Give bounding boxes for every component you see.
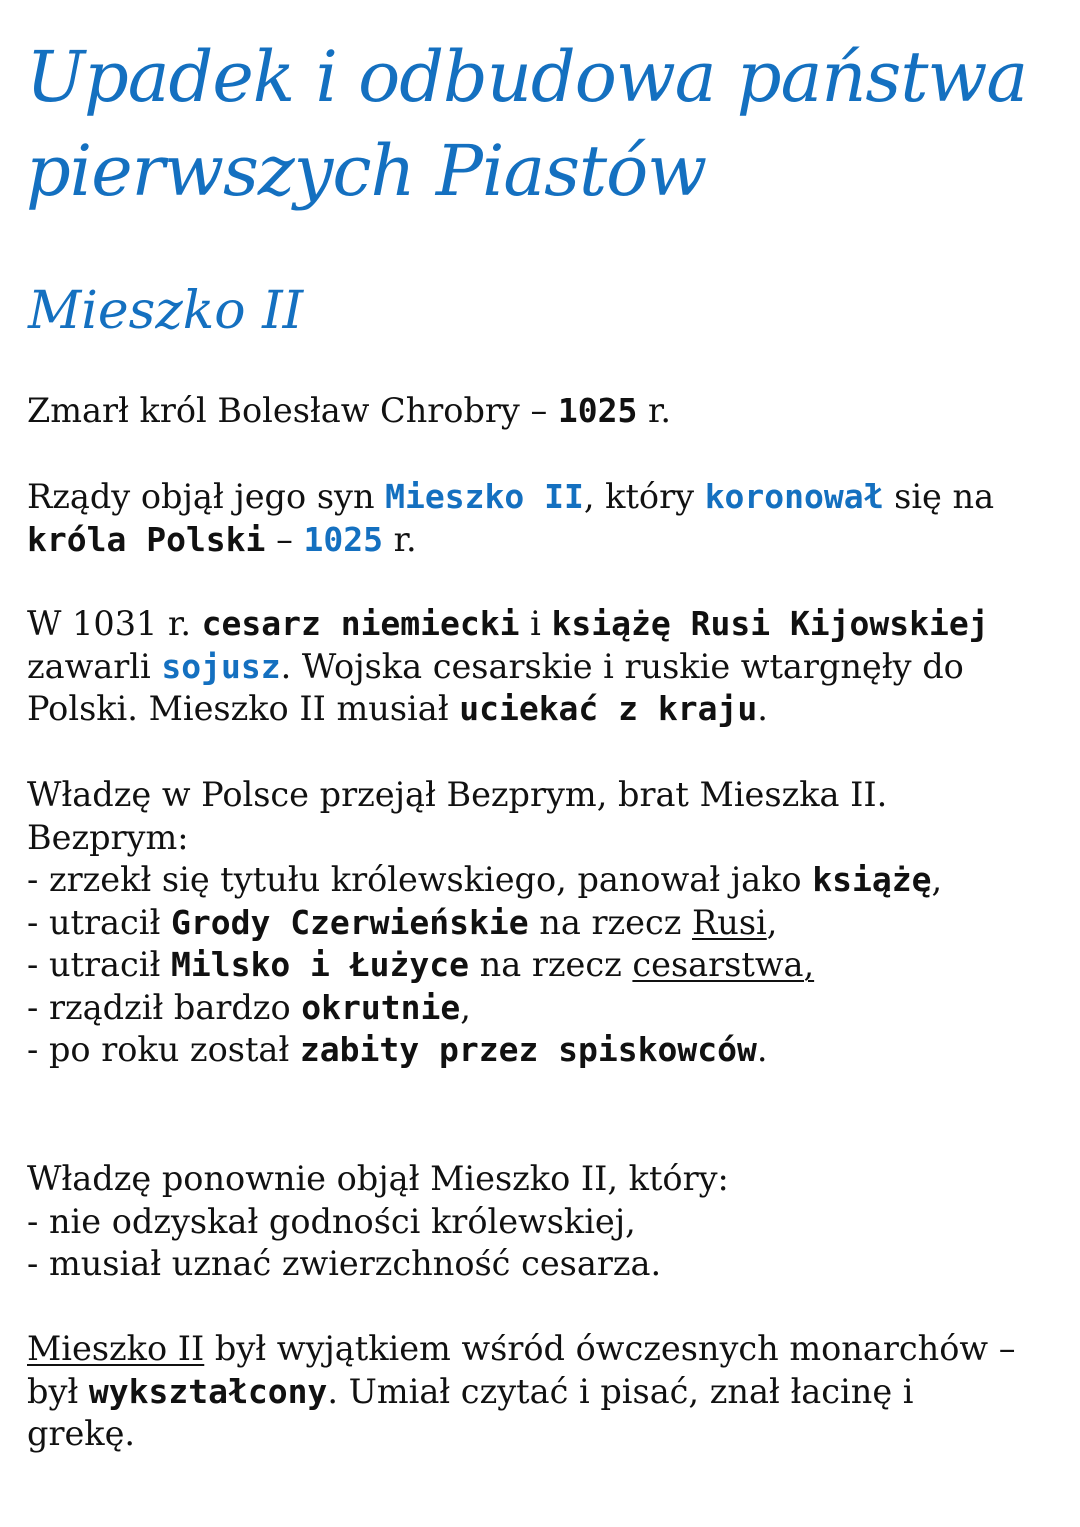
text-line <box>27 476 1057 519</box>
text-line <box>27 688 1057 731</box>
paragraph-death-of-boleslaw <box>27 390 1057 433</box>
bold-uciekac: uciekać z kraju <box>459 689 758 728</box>
text-run: . Umiał czytać i pisać, znał łacinę i <box>327 1371 914 1411</box>
text-run: był <box>27 1371 89 1411</box>
paragraph-mieszko-coronation <box>27 476 1057 561</box>
text-line <box>27 519 1057 562</box>
text-run: był wyjątkiem wśród ówczesnych monarchów – <box>204 1329 1016 1368</box>
underlined-cesarstwa: cesarstwa, <box>632 945 815 984</box>
text-line: Bezprym: <box>27 817 189 857</box>
paragraph-mieszko-educated <box>27 1328 1057 1456</box>
paragraph-mieszko-return <box>27 1158 1057 1286</box>
text-line <box>27 1328 1057 1371</box>
list-item <box>27 859 1057 902</box>
paragraph-alliance-1031 <box>27 603 1057 731</box>
bold-milsko: Milsko i Łużyce <box>170 945 469 984</box>
underlined-mieszko: Mieszko II <box>27 1329 205 1368</box>
text-line: Władzę w Polsce przejął Bezprym, brat Mieszka II. <box>27 775 888 814</box>
page-title <box>26 30 1027 218</box>
text-run: zawarli <box>27 646 162 686</box>
text-run: Polski. Mieszko II musiał <box>27 689 460 728</box>
text-run: – <box>265 519 304 559</box>
underlined-rusi: Rusi <box>692 902 767 942</box>
text-run: Rządy objął jego syn <box>27 477 386 516</box>
bold-krola-polski: króla Polski <box>27 519 266 559</box>
bold-wyksztalcony: wykształcony <box>88 1371 328 1411</box>
text-run: r. <box>637 391 672 430</box>
text-run: , <box>931 860 943 899</box>
bold-ksiaze-rusi: książę Rusi Kijowskiej <box>551 604 989 643</box>
text-line <box>27 390 1057 433</box>
text-run: się na <box>883 477 995 516</box>
text-run: - utracił <box>27 945 171 984</box>
text-line <box>27 1371 1057 1414</box>
highlight-koronowal: koronował <box>704 477 884 516</box>
text-run: , który <box>583 477 705 516</box>
bold-year: 1025 <box>557 391 638 430</box>
text-run: Zmarł król Bolesław Chrobry – <box>27 391 558 430</box>
text-run: - po roku został <box>27 1030 300 1069</box>
text-run: - zrzekł się tytułu królewskiego, panował jako <box>27 860 813 899</box>
title-line-2: pierwszych Piastów <box>26 130 707 212</box>
text-run: na rzecz <box>528 902 693 942</box>
text-run: , <box>460 987 471 1027</box>
bold-grody: Grody Czerwieńskie <box>170 902 529 942</box>
text-run: - rządził bardzo <box>27 987 302 1027</box>
text-line <box>27 603 1057 646</box>
text-run: . <box>756 1030 768 1069</box>
text-run: . <box>757 689 768 728</box>
text-line <box>27 646 1057 689</box>
bold-okrutnie: okrutnie <box>301 987 461 1027</box>
list-item <box>27 987 1057 1030</box>
list-item <box>27 1029 1057 1072</box>
text-run: W 1031 r. <box>27 604 202 643</box>
text-line: grekę. <box>27 1414 136 1453</box>
highlight-sojusz: sojusz <box>161 646 281 686</box>
list-item <box>27 944 1057 987</box>
list-item: - musiał uznać zwierzchność cesarza. <box>27 1244 662 1283</box>
bold-zabity: zabity przez spiskowców <box>299 1030 757 1069</box>
highlight-year: 1025 <box>303 519 383 559</box>
highlight-mieszko: Mieszko II <box>385 477 584 516</box>
list-item <box>27 902 1057 945</box>
text-run: na rzecz <box>469 945 633 984</box>
text-line: Władzę ponownie objął Mieszko II, który: <box>27 1159 729 1198</box>
text-run: i <box>519 604 552 643</box>
bold-cesarz: cesarz niemiecki <box>201 604 520 643</box>
paragraph-bezprym <box>27 774 1057 1072</box>
bold-ksiaze: książę <box>812 860 932 899</box>
text-run: , <box>766 902 778 942</box>
text-run: . Wojska cesarskie i ruskie wtargnęły do <box>280 646 964 686</box>
title-line-1: Upadek i odbudowa państwa <box>26 36 1028 118</box>
list-item: - nie odzyskał godności królewskiej, <box>27 1201 636 1241</box>
text-run: r. <box>382 519 417 559</box>
section-heading: Mieszko II <box>28 281 304 341</box>
text-run: - utracił <box>27 902 171 942</box>
